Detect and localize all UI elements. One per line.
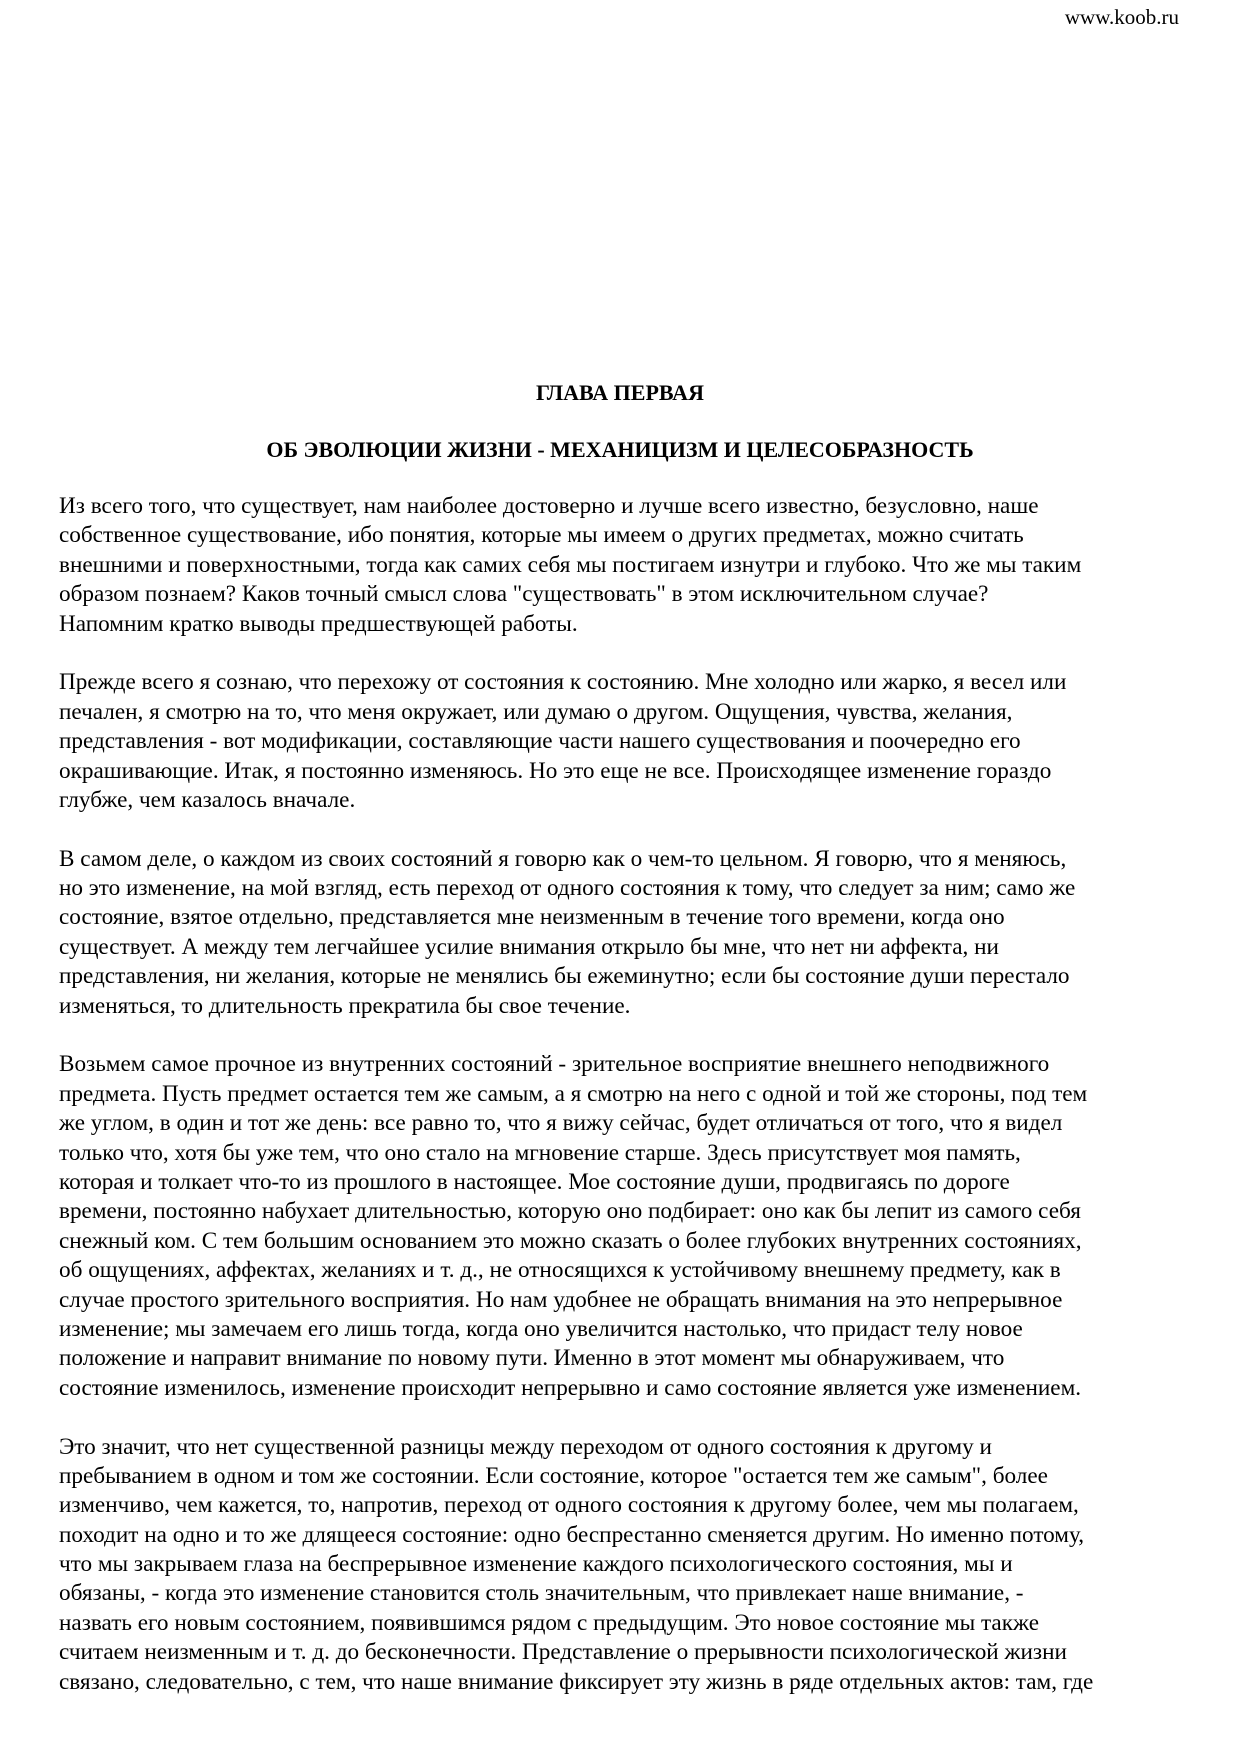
- text-line: печален, я смотрю на то, что меня окружает, или думаю о другом. Ощущения, чувства, желания,: [59, 698, 1013, 725]
- text-line: но это изменение, на мой взгляд, есть переход от одного состояния к тому, что следует за ним; само же: [59, 875, 1076, 902]
- text-line: изменчиво, чем кажется, то, напротив, переход от одного состояния к другому более, чем мы полагаем,: [59, 1492, 1079, 1519]
- text-line: глубже, чем казалось вначале.: [59, 786, 356, 813]
- text-line: состояние, взятое отдельно, представляется мне неизменным в течение того времени, когда оно: [59, 904, 1005, 931]
- text-line: представления, ни желания, которые не менялись бы ежеминутно; если бы состояние души перестало: [59, 963, 1070, 990]
- text-line: положение и направит внимание по новому пути. Именно в этот момент мы обнаруживаем, что: [59, 1345, 1005, 1372]
- paragraph-2: [59, 668, 1194, 815]
- text-line: походит на одно и то же длящееся состояние: одно беспрестанно сменяется другим. Но именно потому,: [59, 1521, 1085, 1548]
- text-line: пребыванием в одном и том же состоянии. Если состояние, которое "остается тем же самым", более: [59, 1462, 1048, 1489]
- text-line: случае простого зрительного восприятия. Но нам удобнее не обращать внимания на это непрерывное: [59, 1286, 1063, 1313]
- paragraph-5: [59, 1433, 1194, 1698]
- text-line: Из всего того, что существует, нам наиболее достоверно и лучше всего известно, безусловно, наше: [59, 493, 1039, 519]
- text-line: связано, следовательно, с тем, что наше внимание фиксирует эту жизнь в ряде отдельных актов: там, где: [59, 1668, 1094, 1695]
- text-line: назвать его новым состоянием, появившимся рядом с предыдущим. Это новое состояние мы также: [59, 1609, 1039, 1636]
- text-line: представления - вот модификации, составляющие части нашего существования и поочередно его: [59, 728, 1021, 755]
- text-line: внешними и поверхностными, тогда как самих себя мы постигаем изнутри и глубоко. Что же мы таким: [59, 551, 1082, 578]
- text-line: окрашивающие. Итак, я постоянно изменяюсь. Но это еще не все. Происходящее изменение гораздо: [59, 757, 1052, 784]
- text-line: изменение; мы замечаем его лишь тогда, когда оно увеличится настолько, что придаст телу новое: [59, 1315, 1023, 1342]
- text-line: снежный ком. С тем большим основанием это можно сказать о более глубоких внутренних состояниях,: [59, 1227, 1082, 1254]
- text-line: Прежде всего я сознаю, что перехожу от состояния к состоянию. Мне холодно или жарко, я весел или: [59, 669, 1067, 696]
- text-line: изменяться, то длительность прекратила бы свое течение.: [59, 992, 631, 1019]
- chapter-subtitle: ОБ ЭВОЛЮЦИИ ЖИЗНИ - МЕХАНИЦИЗМ И ЦЕЛЕСОБРАЗНОСТЬ: [266, 437, 974, 462]
- site-url: www.koob.ru: [1064, 5, 1179, 29]
- text-line: Это значит, что нет существенной разницы между переходом от одного состояния к другому и: [59, 1433, 992, 1460]
- text-line: предмета. Пусть предмет остается тем же самым, а я смотрю на него с одной и той же стороны, под тем: [59, 1080, 1088, 1107]
- text-line: образом познаем? Каков точный смысл слова "существовать" в этом исключительном случае?: [59, 581, 989, 608]
- text-line: что мы закрываем глаза на беспрерывное изменение каждого психологического состояния, мы и: [59, 1551, 1013, 1578]
- text-line: об ощущениях, аффектах, желаниях и т. д., не относящихся к устойчивому внешнему предмету, как в: [59, 1257, 1061, 1284]
- text-line: Возьмем самое прочное из внутренних состояний - зрительное восприятие внешнего неподвижного: [59, 1051, 1050, 1078]
- paragraph-4: [59, 1050, 1194, 1403]
- text-line: существует. А между тем легчайшее усилие внимания открыло бы мне, что нет ни аффекта, ни: [59, 933, 999, 960]
- chapter-title: ГЛАВА ПЕРВАЯ: [536, 380, 704, 405]
- text-line: обязаны, - когда это изменение становится столь значительным, что привлекает наше внимание, -: [59, 1580, 1024, 1607]
- text-line: которая и толкает что-то из прошлого в настоящее. Мое состояние души, продвигаясь по дороге: [59, 1168, 1010, 1195]
- text-line: Напомним кратко выводы предшествующей работы.: [59, 610, 578, 637]
- text-line: только что, хотя бы уже тем, что оно стало на мгновение старше. Здесь присутствует моя память,: [59, 1139, 1021, 1166]
- text-line: времени, постоянно набухает длительностью, которую оно подбирает: оно как бы лепит из самого себя: [59, 1198, 1081, 1225]
- paragraph-3: [59, 845, 1194, 1021]
- body-text: [59, 492, 1194, 1726]
- paragraph-1: [59, 492, 1194, 639]
- text-line: считаем неизменным и т. д. до бесконечности. Представление о прерывности психологической жизни: [59, 1639, 1067, 1666]
- text-line: собственное существование, ибо понятия, которые мы имеем о других предметах, можно считать: [59, 522, 1024, 549]
- text-line: В самом деле, о каждом из своих состояний я говорю как о чем-то цельном. Я говорю, что я меняюсь,: [59, 845, 1067, 872]
- text-line: же углом, в один и тот же день: все равно то, что я вижу сейчас, будет отличаться от того, что я видел: [59, 1110, 1063, 1137]
- text-line: состояние изменилось, изменение происходит непрерывно и само состояние является уже изменением.: [59, 1374, 1082, 1401]
